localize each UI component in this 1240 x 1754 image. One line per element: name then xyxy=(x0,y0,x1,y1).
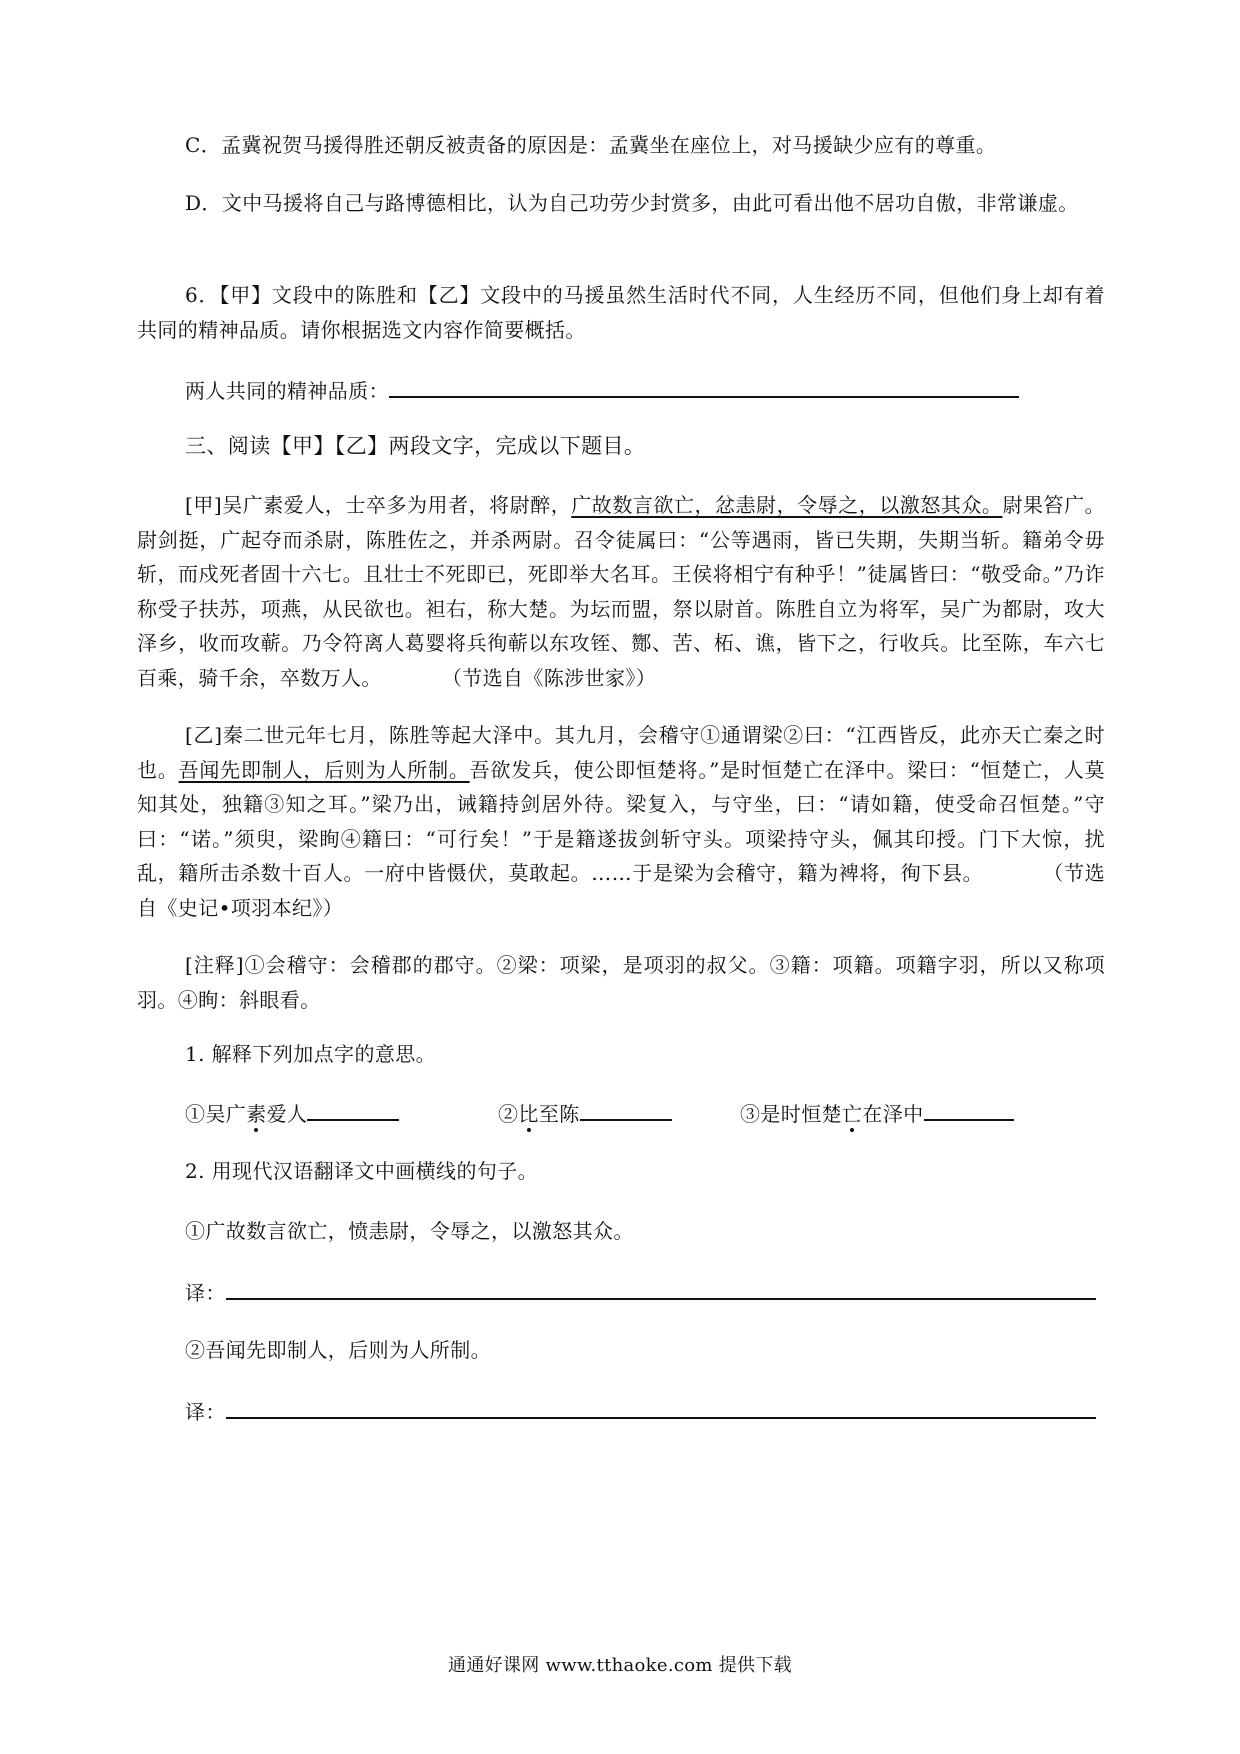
option-c: C．孟冀祝贺马援得胜还朝反被责备的原因是：孟冀坐在座位上，对马援缺少应有的尊重。 xyxy=(185,133,997,157)
q1-item-1-blank[interactable] xyxy=(307,1097,399,1121)
q1-item-2-blank[interactable] xyxy=(580,1097,672,1121)
q6-answer-line xyxy=(185,374,1019,405)
q1-item-3-blank[interactable] xyxy=(924,1097,1014,1121)
q1-item-3-pre: 是时恒楚 xyxy=(760,1102,843,1126)
question-2-title: 2. 用现代汉语翻译文中画横线的句子。 xyxy=(185,1159,539,1183)
q2-translate-label-1: 译： xyxy=(185,1281,226,1305)
q1-item-3-dotted-char: 亡 xyxy=(842,1102,863,1126)
q2-sentence-1: ①广故数言欲亡，愤恚尉，令辱之，以激怒其众。 xyxy=(185,1219,634,1243)
question-6: 6．【甲】文段中的陈胜和【乙】文段中的马援虽然生活时代不同，人生经历不同，但他们身上却有着共同的精神品质。请你根据选文内容作简要概括。 xyxy=(137,283,1105,342)
q1-item-3-post: 在泽中 xyxy=(862,1102,924,1126)
q1-item-1-num: ① xyxy=(185,1102,206,1126)
q2-translate-blank-1[interactable] xyxy=(226,1276,1096,1300)
jia-underlined-sentence: 广故数言欲亡，忿恚尉，令辱之，以激怒其众。 xyxy=(571,493,1003,517)
q1-item-1-post: 爱人 xyxy=(266,1102,308,1126)
yi-part-1: [乙]秦二世元年七月，陈胜等起大泽中。其九月，会稽守①通谓梁②曰：“江西皆反，此亦天亡秦之时也。 xyxy=(137,723,1105,782)
jia-part-2: 尉果笞广。尉剑挺，广起夺而杀尉，陈胜佐之，并杀两尉。召令徒属曰：“公等遇雨，皆已失期，失期当斩。籍弟令毋斩，而戍死者固十六七。且壮士不死即已，死即举大名耳。王侯将相宁有种乎！”徒属皆曰：“敬受命。”乃诈称受子扶苏，项燕，从民欲也。袒右，称大楚。为坛而盟，祭以尉首。陈胜自立为将军，吴广为都尉，攻大泽乡，收而攻蕲。乃令符离人葛婴将兵徇蕲以东攻铚、酂、苦、柘、谯，皆下之，行收兵。比至陈，车六七百乘，骑千余，卒数万人。 xyxy=(137,493,1106,690)
q2-translate-line-2 xyxy=(185,1395,1096,1426)
q1-item-3-num: ③ xyxy=(740,1102,761,1126)
yi-part-2: 吾欲发兵，使公即恒楚将。”是时恒楚亡在泽中。梁曰：“恒楚亡，人莫知其处，独籍③知之耳。”梁乃出，诫籍持剑居外待。梁复入，与守坐，曰：“请如籍，使受命召恒楚。”守曰：“诺。”须臾，梁眴④籍曰：“可行矣！”于是籍遂拔剑斩守头。项梁持守头，佩其印授。门下大惊，扰乱，籍所击杀数十百人。一府中皆慑伏，莫敢起。……于是梁为会稽守，籍为裨将，徇下县。 xyxy=(137,757,1105,885)
q1-item-3 xyxy=(740,1097,1014,1128)
q6-answer-label: 两人共同的精神品质： xyxy=(185,379,389,403)
yi-underlined-sentence: 吾闻先即制人，后则为人所制。 xyxy=(178,757,470,782)
section-3-title: 三、阅读【甲】【乙】两段文字，完成以下题目。 xyxy=(185,434,646,458)
yi-source: （节选自《史记•项羽本纪》） xyxy=(137,861,1105,920)
q2-translate-blank-2[interactable] xyxy=(226,1395,1096,1419)
option-d: D．文中马援将自己与路博德相比，认为自己功劳少封赏多，由此可看出他不居功自傲，非常谦虚。 xyxy=(185,191,1079,215)
q1-item-2-post: 至陈 xyxy=(538,1102,580,1126)
q1-item-2-dotted-char: 比 xyxy=(518,1102,539,1126)
q6-answer-blank[interactable] xyxy=(389,374,1019,398)
q1-item-1 xyxy=(185,1097,399,1128)
jia-source: （节选自《陈涉世家》） xyxy=(451,665,657,690)
page-footer: 通通好课网 www.tthaoke.com 提供下载 xyxy=(448,1655,792,1676)
q2-translate-label-2: 译： xyxy=(185,1400,226,1424)
q1-item-1-dotted-char: 素 xyxy=(246,1102,267,1126)
q1-item-1-pre: 吴广 xyxy=(205,1102,247,1126)
passage-yi xyxy=(137,718,1105,925)
q1-item-2 xyxy=(498,1097,672,1128)
q2-sentence-2: ②吾闻先即制人，后则为人所制。 xyxy=(185,1338,491,1362)
q1-item-2-num: ② xyxy=(498,1102,519,1126)
jia-part-1: [甲]吴广素爱人，士卒多为用者，将尉醉， xyxy=(185,493,572,517)
q2-translate-line-1 xyxy=(185,1276,1096,1307)
question-1-title: 1. 解释下列加点字的意思。 xyxy=(185,1042,437,1066)
passage-jia xyxy=(137,488,1105,695)
annotations: [注释]①会稽守：会稽郡的郡守。②梁：项梁，是项羽的叔父。③籍：项籍。项籍字羽，所以又称项羽。④眴：斜眼看。 xyxy=(137,953,1105,1012)
